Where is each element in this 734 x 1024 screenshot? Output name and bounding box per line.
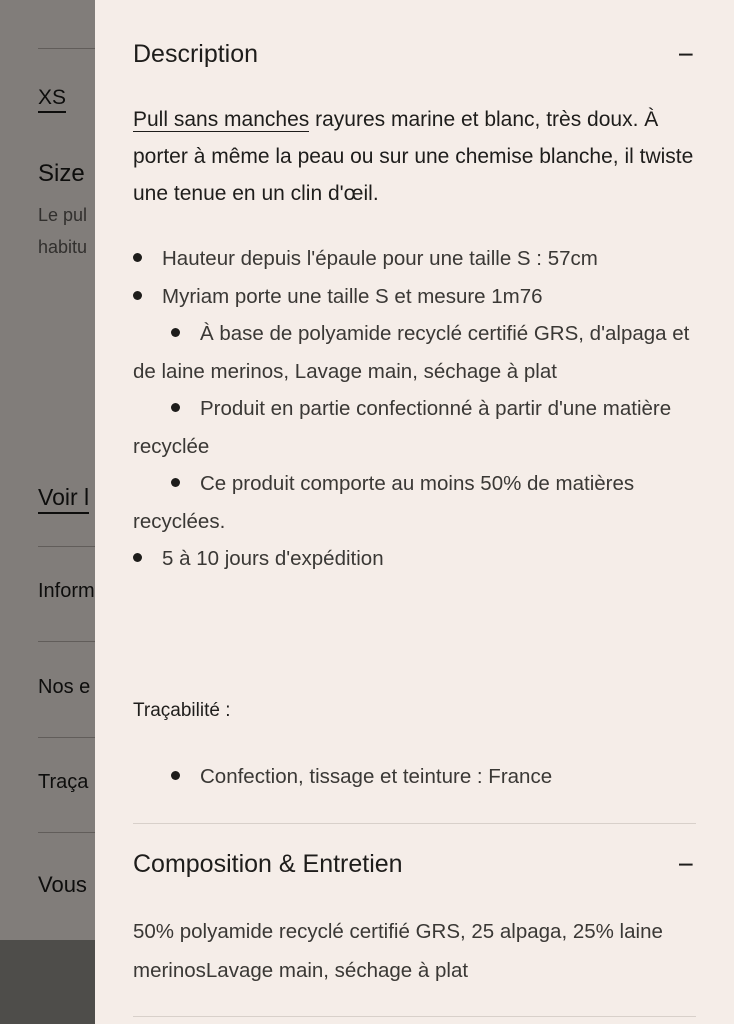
list-item xyxy=(133,278,693,316)
list-item-text: À base de polyamide recyclé certifié GRS, d'alpaga et de laine merinos, Lavage main, séchage à plat xyxy=(133,322,690,383)
description-title: Description xyxy=(133,40,259,68)
list-item-text: Myriam porte une taille S et mesure 1m76 xyxy=(162,284,543,308)
size-heading: Size xyxy=(38,160,85,187)
bullet-icon xyxy=(171,328,180,337)
list-item-text: 5 à 10 jours d'expédition xyxy=(162,547,384,570)
bullet-icon xyxy=(133,553,142,562)
size-text-line: Le pul xyxy=(38,205,88,225)
bullet-icon xyxy=(171,403,180,412)
accordion-row-nos[interactable]: Nos e xyxy=(38,676,91,698)
bullet-icon xyxy=(171,771,180,780)
minus-icon[interactable]: − xyxy=(677,38,694,70)
list-item xyxy=(133,540,693,578)
list-item xyxy=(133,758,552,795)
minus-icon[interactable]: − xyxy=(677,848,694,880)
list-item xyxy=(133,465,693,540)
composition-text: 50% polyamide recyclé certifié GRS, 25 alpaga, 25% laine merinosLavage main, séchage à plat xyxy=(133,920,663,982)
description-intro xyxy=(133,101,698,212)
composition-header[interactable] xyxy=(133,850,696,879)
composition-title: Composition & Entretien xyxy=(133,850,403,878)
description-intro-text: rayures marine et blanc, très doux. À porter à même la peau ou sur une chemise blanche, il twiste une tenue en un clin d'œil. xyxy=(133,108,694,205)
list-item xyxy=(133,390,693,465)
description-header[interactable] xyxy=(133,40,696,69)
accordion-row-vous[interactable]: Vous xyxy=(38,872,87,897)
voir-link[interactable]: Voir l xyxy=(38,484,89,511)
list-item xyxy=(133,240,693,278)
list-item-text: Confection, tissage et teinture : France xyxy=(200,765,553,788)
accordion-row-information[interactable]: Inform xyxy=(38,580,95,602)
bullet-icon xyxy=(133,291,142,300)
product-details-drawer xyxy=(95,0,734,1024)
size-text-line: habitu xyxy=(38,237,88,257)
divider xyxy=(133,823,696,824)
list-item xyxy=(133,315,693,390)
description-bullets xyxy=(133,240,693,578)
bullet-icon xyxy=(171,478,180,487)
product-type-link[interactable]: Pull sans manches xyxy=(133,108,310,131)
list-item-text: Hauteur depuis l'épaule pour une taille S : 57cm xyxy=(162,247,598,270)
tracability-label: Traçabilité : xyxy=(133,700,231,721)
tracability-list xyxy=(133,758,552,795)
list-item-text: Ce produit comporte au moins 50% de matières recyclées. xyxy=(133,472,635,533)
accordion-row-tracabilite[interactable]: Traça xyxy=(38,771,89,793)
divider xyxy=(133,1016,696,1017)
size-option-xs[interactable]: XS xyxy=(38,86,66,110)
bullet-icon xyxy=(133,253,142,262)
list-item-text: Produit en partie confectionné à partir d'une matière recyclée xyxy=(133,397,672,458)
